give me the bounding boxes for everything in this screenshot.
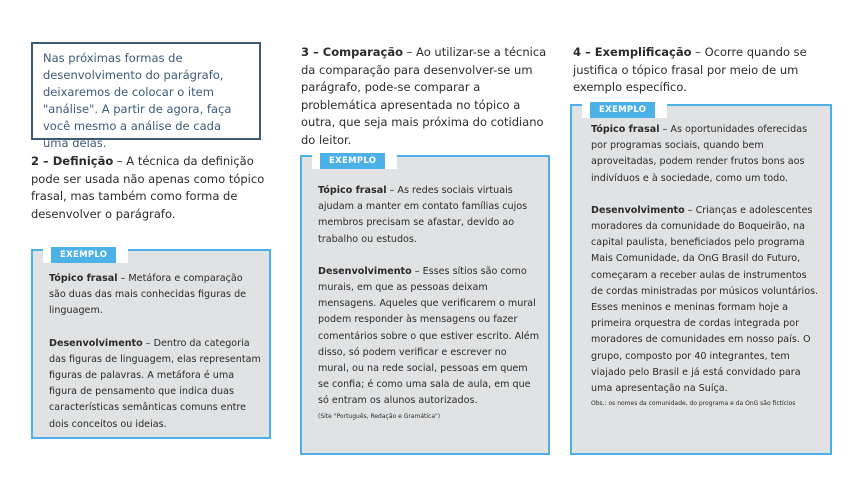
notice-text: Nas próximas formas de desenvolvimento do parágrafo, deixaremos de colocar o item "análise". A partir de agora, faça você mesmo a análise de cada uma delas. xyxy=(43,51,232,150)
comparacao-desenvolvimento xyxy=(318,264,540,410)
exemplificacao-example-box xyxy=(570,104,832,455)
comparacao-tag-label: EXEMPLO xyxy=(320,153,385,169)
comparacao-example-content xyxy=(318,183,540,422)
comparacao-intro-text: – Ao utilizar-se a técnica da comparação para desenvolver-se um parágrafo, pode-se comparar a problemática apresentada no tópico a outra, que seja mais próxima do cotidiano do leitor. xyxy=(301,45,547,147)
comparacao-heading: 3 – Comparação xyxy=(301,45,403,59)
comparacao-desenv-text: – Esses sítios são como murais, em que as pessoas deixam mensagens. Aqueles que verificarem o mural podem responder às mensagens ou fazer comentários sobre o que estiver escrito. Além disso, só podem verificar e escrever no mural, ou na rede social, pessoas em quem se confia; é como uma sala de aula, em que só entram os alunos autorizados. xyxy=(318,265,540,407)
exemplificacao-desenv-text: – Crianças e adolescentes moradores da comunidade do Boqueirão, na capital paulista, beneficiados pelo programa Mais Comunidade, da OnG Brasil do Futuro, começaram a receber aulas de instrumentos de cordas ministradas por músicos voluntários. Esses meninos e meninas formam hoje a primeira orquestra de cordas integrada por moradores de comunidades em nosso país. O grupo, composto por 40 integrantes, tem viajado pelo Brasil e já está convidado para uma apresentação na Suíça. xyxy=(591,204,819,395)
exemplificacao-topico-label: Tópico frasal xyxy=(591,124,660,135)
comparacao-intro xyxy=(301,44,549,149)
definicao-intro xyxy=(31,153,271,223)
comparacao-example-tag xyxy=(312,148,397,169)
definicao-example-tag xyxy=(43,242,128,263)
definicao-heading: 2 – Definição xyxy=(31,154,114,168)
notice-box xyxy=(31,42,261,150)
comparacao-topico-label: Tópico frasal xyxy=(318,185,387,196)
exemplificacao-note: Obs.: os nomes da comunidade, do programa e da OnG são fictícios xyxy=(591,400,796,408)
definicao-example-box xyxy=(31,249,271,439)
exemplificacao-heading: 4 – Exemplificação xyxy=(573,45,692,59)
comparacao-topico xyxy=(318,183,540,248)
exemplificacao-example-content xyxy=(591,122,819,409)
comparacao-topico-text: – As redes sociais virtuais ajudam a manter em contato famílias cujos membros precisam se afastar, devido ao trabalho ou estudos. xyxy=(318,185,528,245)
definicao-desenvolvimento xyxy=(49,336,261,433)
exemplificacao-topico xyxy=(591,122,819,187)
definicao-desenv-label: Desenvolvimento xyxy=(49,337,143,349)
exemplificacao-intro xyxy=(573,44,835,97)
definicao-intro-text: – A técnica da definição pode ser usada não apenas como tópico frasal, mas também como forma de desenvolver o parágrafo. xyxy=(31,154,265,221)
definicao-topico xyxy=(49,271,261,320)
exemplificacao-example-tag xyxy=(582,97,667,118)
definicao-desenv-text: – Dentro da categoria das figuras de linguagem, elas representam figuras de palavras. A metáfora é uma figura de pensamento que indica duas características semânticas comuns entre dois conceitos ou ideias. xyxy=(49,337,261,430)
exemplificacao-desenv-label: Desenvolvimento xyxy=(591,204,685,216)
exemplificacao-desenvolvimento xyxy=(591,203,819,397)
definicao-example-content xyxy=(49,271,261,433)
definicao-topico-label: Tópico frasal xyxy=(49,273,118,284)
comparacao-desenv-label: Desenvolvimento xyxy=(318,265,412,277)
exemplificacao-intro-text: – Ocorre quando se justifica o tópico frasal por meio de um exemplo específico. xyxy=(573,45,807,94)
comparacao-source: (Site "Português, Redação e Gramática") xyxy=(318,412,441,420)
definicao-tag-label: EXEMPLO xyxy=(51,247,116,263)
exemplificacao-tag-label: EXEMPLO xyxy=(590,102,655,118)
definicao-topico-text: – Metáfora e comparação são duas das mais conhecidas figuras de linguagem. xyxy=(49,273,247,317)
exemplificacao-topico-text: – As oportunidades oferecidas por programas sociais, quando bem aproveitadas, podem render frutos bons aos indivíduos e à sociedade, como um todo. xyxy=(591,124,808,184)
comparacao-example-box xyxy=(300,155,550,455)
